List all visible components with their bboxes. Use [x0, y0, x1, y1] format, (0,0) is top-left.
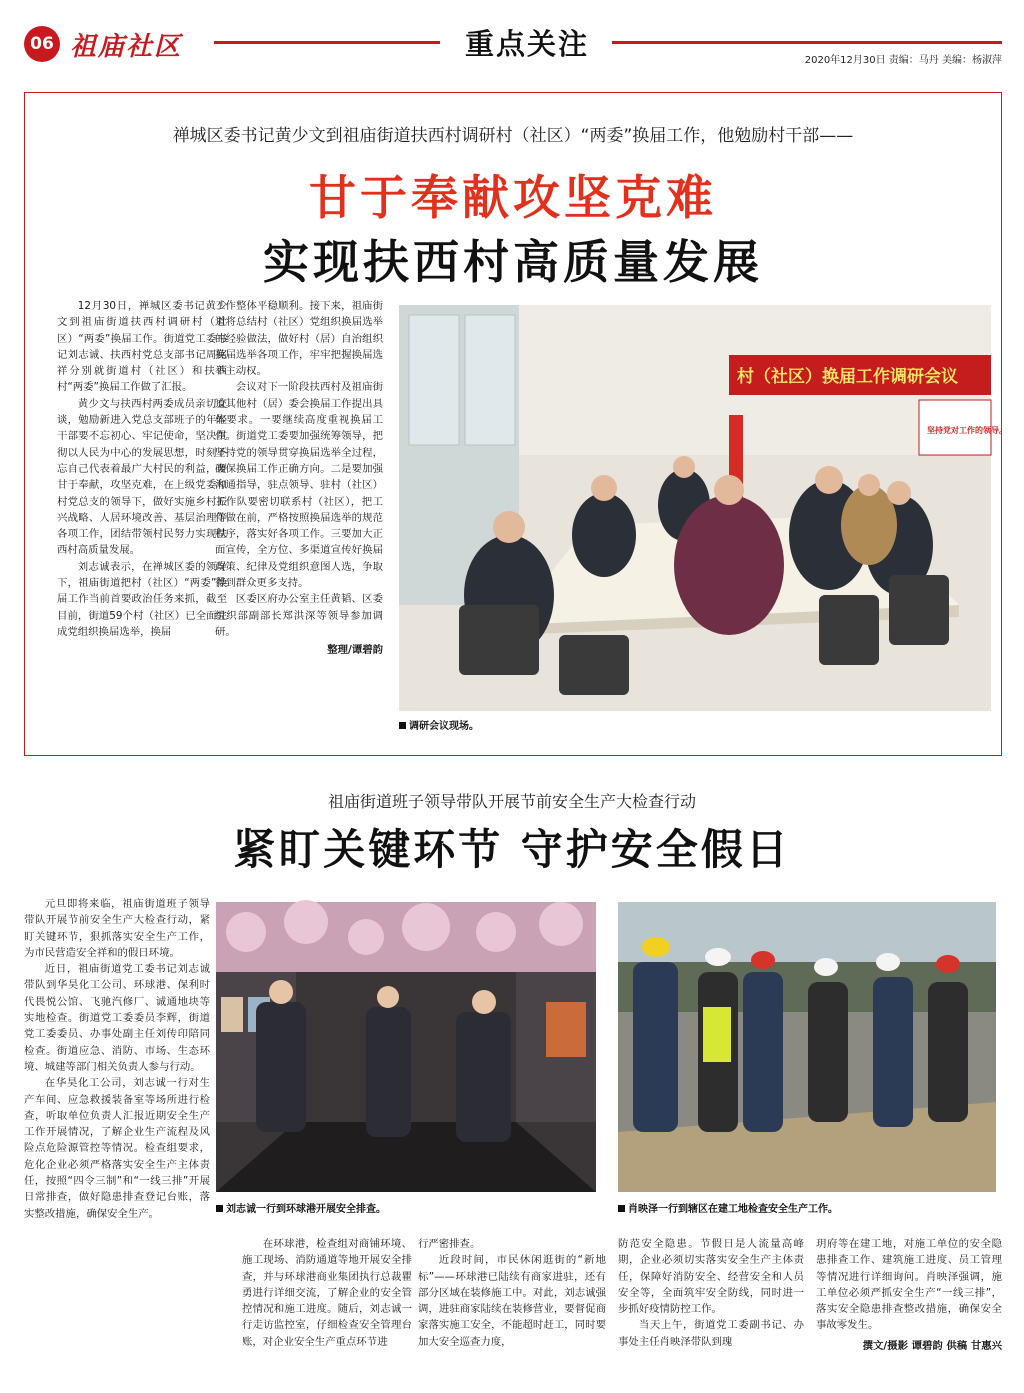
mall-photo-image — [216, 902, 596, 1192]
meeting-photo-image — [399, 305, 1007, 711]
caption-marker — [618, 1205, 625, 1212]
article-2-column-4 — [618, 1236, 804, 1376]
article-2-column-2 — [242, 1236, 412, 1376]
mall-photo-caption — [216, 1200, 386, 1215]
issue-meta: 2020年12月30日 责编：马丹 美编：杨淑萍 — [804, 55, 1002, 66]
meeting-photo-caption — [399, 717, 479, 732]
paragraph: 12月30日，禅城区委书记黄少文到祖庙街道扶西村调研村（社区）“两委”换届工作。街道党工委书记刘志诚、扶西村党总支部书记周铭祥分别就街道村（社区）和扶西村“两委”换届工作做了汇报。 — [57, 300, 227, 394]
paragraph: 行严密排查。 — [418, 1238, 481, 1250]
article-1-kicker: 禅城区委书记黄少文到祖庙街道扶西村调研村（社区）“两委”换届工作，他勉励村干部—— — [172, 126, 854, 146]
safety-inspection-photo-site — [618, 902, 996, 1192]
article-1-column-2 — [215, 298, 383, 738]
paragraph: 工作整体平稳顺利。接下来，祖庙街道将总结村（社区）党组织换届选举的经验做法，做好村（居）自治组织换届选举各项工作，牢牢把握换届选举主动权。 — [215, 300, 383, 378]
paragraph: 会议对下一阶段扶西村及祖庙街道其他村（居）委会换届工作提出具体要求。一要继续高度重视换届工作。街道党工委要加强统筹领导，把坚持党的领导贯穿换届选举全过程，确保换届工作正确方向。二是要加强沟通指导，驻点领导、驻村（社区）工作队要密切联系村（社区），把工作做在前，严格按照换届选举的规范程序，落实好各项工作。三要加大正面宣传，全方位、多渠道宣传好换届政策、纪律及党组织意图人选，争取得到群众更多支持。 — [215, 381, 383, 590]
paragraph: 黄少文与扶西村两委成员亲切交谈，勉励新进入党总支部班子的年轻干部要不忘初心、牢记使命，坚决贯彻以人民为中心的发展思想，时刻不忘自己代表着最广大村民的利益，要甘于奉献，攻坚克难，在上级党委和村党总支的领导下，做好实施乡村振兴战略、人居环境改善、基层治理等各项工作，团结带领村民努力实现扶西村高质量发展。 — [57, 397, 227, 557]
paragraph: 刘志诚表示，在禅城区委的领导下，祖庙街道把村（社区）“两委”换届工作当前首要政治任务来抓，截至目前，街道59个村（社区）已全面完成党组织换届选举，换届 — [57, 560, 227, 638]
caption-marker — [399, 722, 406, 729]
article-1-headline: 实现扶西村高质量发展 — [263, 235, 763, 289]
meeting-board-text: 坚持党对工作的领导。 — [927, 426, 1007, 435]
caption-text: 刘志诚一行到环球港开展安全排查。 — [226, 1204, 386, 1215]
caption-text: 调研会议现场。 — [409, 721, 479, 732]
column-title: 重点关注 — [464, 27, 589, 61]
article-2-byline: 撰文/摄影 谭碧韵 供稿 甘惠兴 — [862, 1339, 1002, 1352]
page-header — [0, 0, 1024, 80]
caption-marker — [216, 1205, 223, 1212]
article-1-frame — [24, 92, 1007, 756]
paragraph: 在环球港，检查组对商铺环境、施工现场、消防通道等地开展安全排查，并与环球港商业集团执行总裁瞿勇进行详细交流，了解企业的安全管控情况和施工进度。随后，刘志诚一行走访监控室，仔细检查安全管理台账，对企业安全生产重点环节进 — [242, 1238, 412, 1348]
caption-text: 肖映泽一行到辖区在建工地检查安全生产工作。 — [628, 1204, 838, 1215]
paragraph: 当天上午，街道党工委副书记、办事处主任肖映泽带队到瑰 — [618, 1319, 804, 1348]
article-2-headline: 紧盯关键环节 守护安全假日 — [233, 825, 791, 874]
article-1-column-1 — [57, 298, 227, 738]
section-name: 祖庙社区 — [70, 32, 183, 62]
meeting-banner-text: 村（社区）换届工作调研会议 — [737, 367, 958, 387]
safety-inspection-photo-mall — [216, 902, 596, 1192]
header-rule-right — [612, 41, 1002, 44]
article-1-headline-red: 甘于奉献攻坚克难 — [309, 171, 717, 226]
article-2-column-5 — [816, 1236, 1002, 1376]
article-2-column-3 — [418, 1236, 606, 1376]
page-number: 06 — [24, 26, 60, 62]
meeting-photo — [399, 305, 1007, 711]
article-2-column-1 — [24, 896, 210, 1372]
article-2-kicker: 祖庙街道班子领导带队开展节前安全生产大检查行动 — [327, 792, 696, 811]
paragraph: 区委区府办公室主任黄韬、区委组织部副部长郑洪深等领导参加调研。 — [215, 593, 383, 638]
paragraph: 近段时间，市民休闲逛街的“新地标”——环球港已陆续有商家进驻，还有部分区域在装修施工中。对此，刘志诚强调，进驻商家陆续在装修营业，要督促商家落实施工安全，不能超时赶工，同时要加大安全巡查力度， — [418, 1254, 606, 1348]
site-photo-caption — [618, 1200, 838, 1215]
paragraph: 玥府等在建工地，对施工单位的安全隐患排查工作、建筑施工进度、员工管理等情况进行详细询问。肖映泽强调，施工单位必须严抓安全生产“一线三排”，落实安全隐患排查整改措施，确保安全事故零发生。 — [816, 1238, 1002, 1332]
site-photo-image — [618, 902, 996, 1192]
paragraph: 在华昊化工公司，刘志诚一行对生产车间、应急救援装备室等场所进行检查，听取单位负责人汇报近期安全生产工作开展情况，了解企业生产流程及风险点危险源管控等情况。检查组要求，危化企业必须严格落实安全生产主体责任，按照“四令三制”和“一线三排”开展日常排查，做好隐患排查登记台账，落实整改措施，确保安全生产。 — [24, 1077, 210, 1220]
paragraph: 元旦即将来临，祖庙街道班子领导带队开展节前安全生产大检查行动，紧盯关键环节，狠抓落实安全生产工作，为市民营造安全祥和的假日环境。 — [24, 898, 210, 959]
article-1-byline: 整理/谭碧韵 — [327, 644, 383, 657]
paragraph: 防范安全隐患。节假日是人流量高峰期，企业必须切实落实安全生产主体责任，保障好消防安全、经营安全和人员安全等，全面筑牢安全防线，同时进一步抓好疫情防控工作。 — [618, 1238, 804, 1316]
header-rule-left — [214, 41, 440, 44]
paragraph: 近日，祖庙街道党工委书记刘志诚带队到华昊化工公司、环球港、保利时代畏悦公馆、飞驰汽修厂、诚通地块等实地检查。街道党工委委员李辉，街道党工委委员、办事处副主任刘传印陪同检查。街道应急、消防、市场、生态环境、城建等部门相关负责人参与行动。 — [24, 963, 210, 1073]
